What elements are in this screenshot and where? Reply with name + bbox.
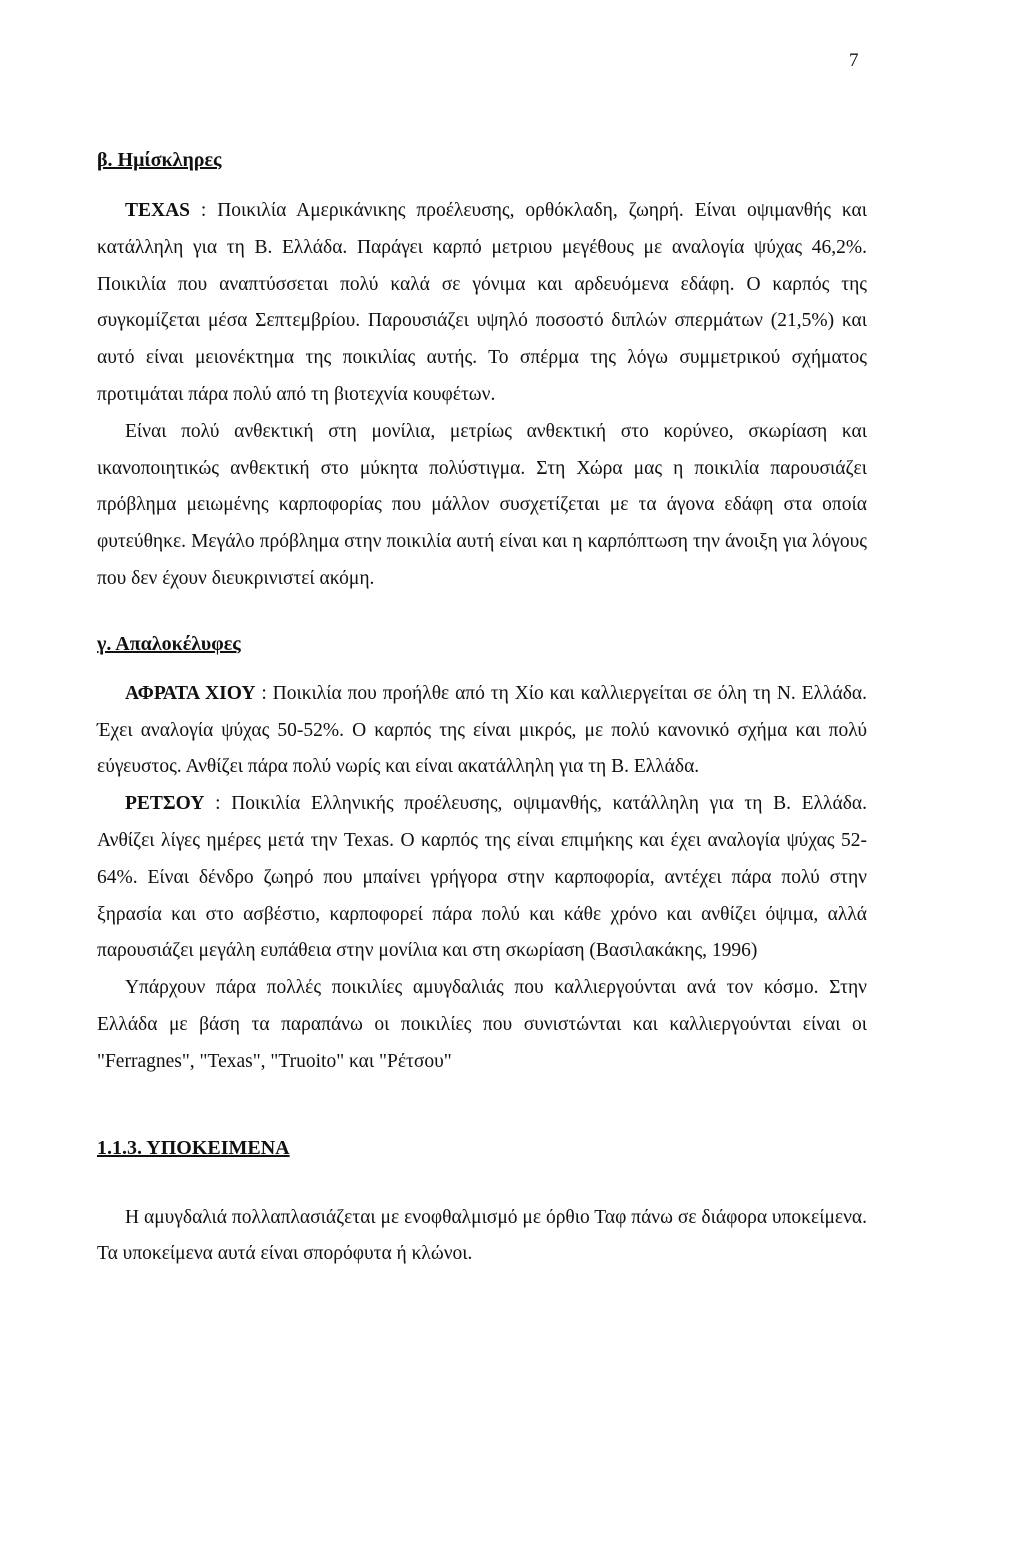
paragraph-retsou bbox=[97, 786, 867, 970]
paragraph-summary: Υπάρχουν πάρα πολλές ποικιλίες αμυγδαλιάς που καλλιεργούνται ανά τον κόσμο. Στην Ελλάδα με βάση τα παραπάνω οι ποικιλίες που συνιστώνται και καλλιεργούνται είναι οι "Ferragnes", "Texas", "Truoito" και "Ρέτσου" bbox=[97, 977, 867, 1072]
term-retsou: ΡΕΤΣΟΥ bbox=[125, 793, 205, 815]
text-afrata: : Ποικιλία που προήλθε από τη Χίο και καλλιεργείται σε όλη τη Ν. Ελλάδα. Έχει αναλογία ψύχας 50-52%. Ο καρπός της είναι μικρός, με πολύ κανονικό σχήμα και πολύ εύγευστος. Ανθίζει πάρα πολύ νωρίς και είναι ακατάλληλη για τη Β. Ελλάδα. bbox=[97, 682, 867, 778]
paragraph-texas bbox=[97, 193, 867, 414]
text-texas: : Ποικιλία Αμερικάνικης προέλευσης, ορθόκλαδη, ζωηρή. Είναι οψιμανθής και κατάλληλη για τη Β. Ελλάδα. Παράγει καρπό μετριου μεγέθους με αναλογία ψύχας 46,2%. Ποικιλία που αναπτύσσεται πολύ καλά σε γόνιμα και αρδευόμενα εδάφη. Ο καρπός της συγκομίζεται μέσα Σεπτεμβρίου. Παρουσιάζει υψηλό ποσοστό διπλών σπερμάτων (21,5%) και αυτό είναι μειονέκτημα της ποικιλίας αυτής. Το σπέρμα της λόγω συμμετρικού σχήματος προτιμάται πάρα πολύ από τη βιοτεχνία κουφέτων. bbox=[97, 200, 867, 405]
heading-rootstocks: 1.1.3. ΥΠΟΚΕΙΜΕΝΑ bbox=[97, 1136, 290, 1159]
heading-soft-shell: γ. Απαλοκέλυφες bbox=[97, 632, 241, 655]
term-afrata: ΑΦΡΑΤΑ ΧΙΟΥ bbox=[125, 682, 256, 704]
paragraph-rootstocks: Η αμυγδαλιά πολλαπλασιάζεται με ενοφθαλμισμό με όρθιο Ταφ πάνω σε διάφορα υποκείμενα. Τα υποκείμενα αυτά είναι σπορόφυτα ή κλώνοι. bbox=[97, 1206, 867, 1265]
term-texas: TEXAS bbox=[125, 200, 191, 221]
document-body bbox=[97, 150, 867, 1273]
page-number: 7 bbox=[849, 50, 859, 71]
text-retsou: : Ποικιλία Ελληνικής προέλευσης, οψιμανθής, κατάλληλη για τη Β. Ελλάδα. Ανθίζει λίγες ημέρες μετά την Texas. Ο καρπός της είναι επιμήκης και έχει αναλογία ψύχας 52-64%. Είναι δένδρο ζωηρό που μπαίνει γρήγορα στην καρποφορία, αντέχει πάρα πολύ στην ξηρασία και στο ασβέστιο, καρποφορεί πάρα πολύ και κάθε χρόνο και ανθίζει όψιμα, αλλά παρουσιάζει μεγάλη ευπάθεια στην μονίλια και στη σκωρίαση (Βασιλακάκης, 1996) bbox=[97, 793, 867, 962]
paragraph-afrata bbox=[97, 676, 867, 786]
heading-semi-hard: β. Ημίσκληρες bbox=[97, 149, 222, 171]
paragraph-texas-resistance: Είναι πολύ ανθεκτική στη μονίλια, μετρίως ανθεκτική στο κορύνεο, σκωρίαση και ικανοποιητικώς ανθεκτική στο μύκητα πολύστιγμα. Στη Χώρα μας η ποικιλία παρουσιάζει πρόβλημα μειωμένης καρποφορίας που μάλλον συσχετίζεται με τα άγονα εδάφη στα οποία φυτεύθηκε. Μεγάλο πρόβλημα στην ποικιλία αυτή είναι και η καρπόπτωση την άνοιξη για λόγους που δεν έχουν διευκρινιστεί ακόμη. bbox=[97, 420, 867, 589]
